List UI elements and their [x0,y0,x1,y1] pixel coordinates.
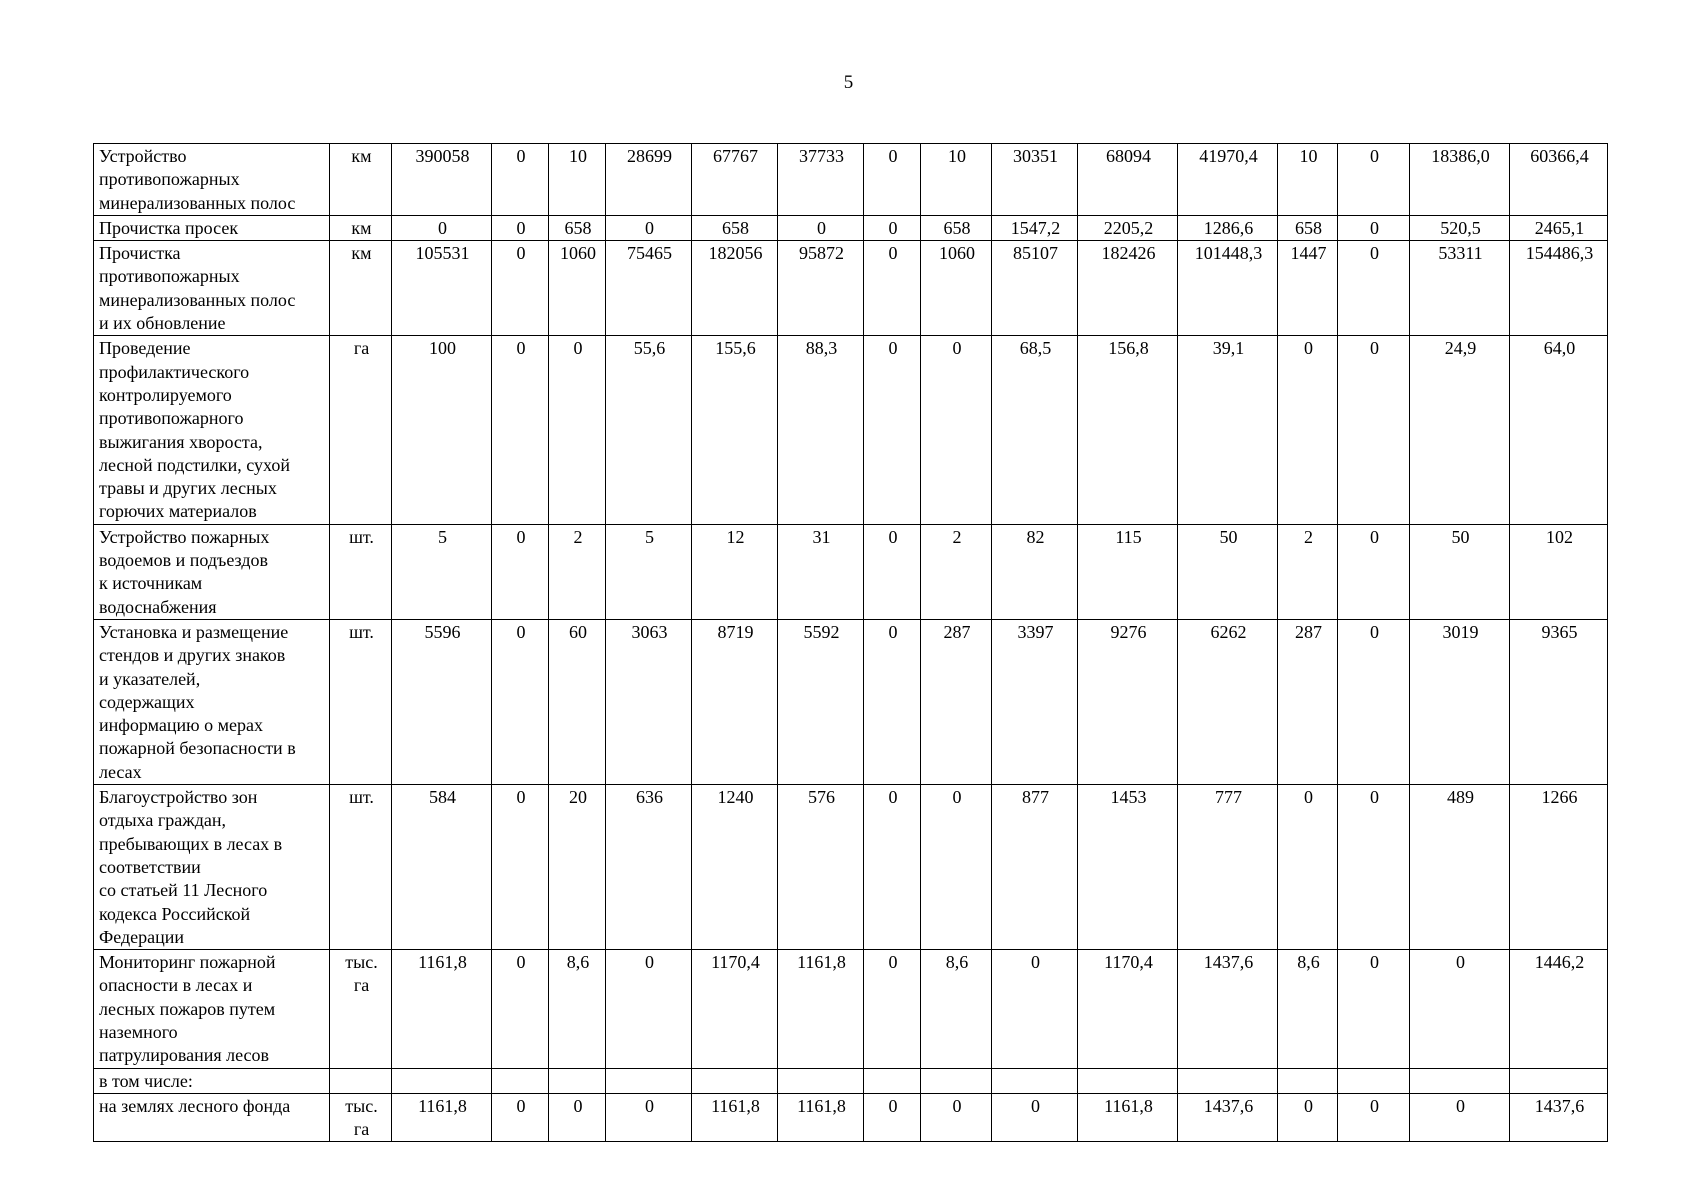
value-cell [606,1068,692,1093]
value-cell: 12 [692,524,778,619]
value-cell: 60366,4 [1510,144,1608,216]
value-cell: 0 [606,215,692,240]
value-cell: 50 [1410,524,1510,619]
value-cell: 0 [864,619,921,784]
value-cell: 0 [921,785,992,950]
value-cell: 0 [492,524,549,619]
value-cell: 0 [1338,785,1410,950]
value-cell: 24,9 [1410,336,1510,524]
value-cell [921,1068,992,1093]
table-row [94,215,1608,240]
value-cell: 0 [1278,336,1338,524]
table-row [94,524,1608,619]
row-name-cell [94,144,330,216]
value-cell: 1547,2 [992,215,1078,240]
value-cell: 0 [992,1093,1078,1142]
value-cell: 658 [1278,215,1338,240]
value-cell: 0 [1338,241,1410,336]
value-cell: 8,6 [549,950,606,1068]
value-cell: 75465 [606,241,692,336]
value-cell: 8,6 [921,950,992,1068]
value-cell: 0 [1338,950,1410,1068]
value-cell: 9365 [1510,619,1608,784]
row-name-line: Устройство [99,146,187,166]
value-cell: 1453 [1078,785,1178,950]
value-cell [692,1068,778,1093]
row-name-line: к источникам [99,573,203,594]
unit-cell: шт. [330,785,392,950]
value-cell [992,1068,1078,1093]
value-cell: 1161,8 [392,950,492,1068]
row-name-line: Благоустройство зон [99,787,258,808]
row-name-line: минерализованных полос [99,289,296,310]
value-cell: 0 [1338,619,1410,784]
value-cell: 0 [492,950,549,1068]
row-name-line: патрулирования лесов [99,1045,270,1066]
row-name-line: со статьей 11 Лесного [99,880,268,901]
row-name-line: содержащих [99,691,195,712]
value-cell: 0 [492,1093,549,1142]
value-cell: 0 [864,524,921,619]
value-cell: 0 [606,950,692,1068]
value-cell: 1161,8 [1078,1093,1178,1142]
table-row [94,950,1608,1068]
row-name-cell [94,241,330,336]
unit-cell: га [330,336,392,524]
value-cell: 68094 [1078,144,1178,216]
value-cell: 2205,2 [1078,215,1178,240]
row-name-line: водоемов и подъездов [99,550,268,571]
unit-cell: км [330,144,392,216]
value-cell: 1161,8 [778,1093,864,1142]
value-cell: 10 [921,144,992,216]
row-name-line: Проведение [99,338,191,359]
row-name-cell [94,215,330,240]
value-cell: 3019 [1410,619,1510,784]
unit-cell: шт. [330,524,392,619]
value-cell: 1161,8 [392,1093,492,1142]
row-name-line: опасности в лесах и [99,975,253,996]
value-cell: 155,6 [692,336,778,524]
row-name-line: горючих материалов [99,501,257,522]
value-cell: 0 [864,336,921,524]
value-cell: 1266 [1510,785,1608,950]
row-name-line: Установка и размещение [99,621,289,642]
row-name-line: на землях лесного фонда [99,1095,291,1116]
row-name-line: противопожарных [99,266,240,287]
row-name-line: пожарной безопасности в [99,738,296,759]
row-name-cell [94,1093,330,1142]
row-name-cell [94,950,330,1068]
unit-cell [330,1068,392,1093]
value-cell [1278,1068,1338,1093]
row-name-line: стендов и других знаков [99,645,286,666]
value-cell: 82 [992,524,1078,619]
row-name-line: лесных пожаров путем [99,998,276,1019]
value-cell: 8,6 [1278,950,1338,1068]
value-cell: 37733 [778,144,864,216]
value-cell: 101448,3 [1178,241,1278,336]
unit-cell: шт. [330,619,392,784]
value-cell: 1286,6 [1178,215,1278,240]
value-cell: 777 [1178,785,1278,950]
table-row [94,144,1608,216]
value-cell: 30351 [992,144,1078,216]
value-cell: 877 [992,785,1078,950]
value-cell: 1170,4 [1078,950,1178,1068]
value-cell: 1060 [921,241,992,336]
value-cell: 100 [392,336,492,524]
row-name-line: соответствии [99,856,201,877]
value-cell: 0 [1278,1093,1338,1142]
value-cell: 0 [864,950,921,1068]
value-cell: 1170,4 [692,950,778,1068]
table-row [94,241,1608,336]
value-cell: 1161,8 [778,950,864,1068]
row-name-line: противопожарного [99,408,244,429]
value-cell: 3063 [606,619,692,784]
row-name-line: Федерации [99,926,185,947]
value-cell: 5 [606,524,692,619]
row-name-line: лесной подстилки, сухой [99,454,290,475]
value-cell: 41970,4 [1178,144,1278,216]
row-name-cell [94,524,330,619]
row-name-line: информацию о мерах [99,715,263,736]
value-cell: 658 [549,215,606,240]
value-cell [492,1068,549,1093]
value-cell: 0 [1410,950,1510,1068]
value-cell: 182426 [1078,241,1178,336]
table-row [94,619,1608,784]
row-name-line: и указателей, [99,668,201,689]
row-name-line: выжигания хвороста, [99,431,263,452]
value-cell: 1161,8 [692,1093,778,1142]
value-cell: 2465,1 [1510,215,1608,240]
value-cell: 85107 [992,241,1078,336]
value-cell [1338,1068,1410,1093]
row-name-line: и их обновление [99,313,226,334]
value-cell: 2 [921,524,992,619]
value-cell: 0 [921,336,992,524]
table-row [94,336,1608,524]
value-cell: 18386,0 [1410,144,1510,216]
value-cell: 39,1 [1178,336,1278,524]
value-cell: 2 [1278,524,1338,619]
row-name-line: Прочистка просек [99,217,239,238]
value-cell: 105531 [392,241,492,336]
row-name-line: в том числе: [99,1070,193,1091]
page-number: 5 [843,72,854,93]
value-cell: 0 [778,215,864,240]
value-cell: 0 [492,215,549,240]
value-cell: 287 [1278,619,1338,784]
value-cell: 0 [1338,144,1410,216]
value-cell: 0 [606,1093,692,1142]
value-cell: 520,5 [1410,215,1510,240]
value-cell: 0 [992,950,1078,1068]
value-cell: 0 [1338,215,1410,240]
unit-cell: км [330,215,392,240]
value-cell: 0 [492,241,549,336]
row-name-line: Устройство пожарных [99,526,270,547]
value-cell [778,1068,864,1093]
value-cell: 1446,2 [1510,950,1608,1068]
value-cell: 0 [1410,1093,1510,1142]
value-cell: 1240 [692,785,778,950]
value-cell: 20 [549,785,606,950]
value-cell: 55,6 [606,336,692,524]
value-cell: 0 [1278,785,1338,950]
value-cell: 154486,3 [1510,241,1608,336]
row-name-line: Прочистка [99,243,181,264]
value-cell: 95872 [778,241,864,336]
value-cell: 115 [1078,524,1178,619]
value-cell: 0 [1338,1093,1410,1142]
value-cell: 5592 [778,619,864,784]
value-cell: 88,3 [778,336,864,524]
data-table [93,143,1608,1142]
value-cell: 576 [778,785,864,950]
value-cell: 1437,6 [1178,950,1278,1068]
value-cell: 9276 [1078,619,1178,784]
row-name-cell [94,619,330,784]
unit-cell: тыс. га [330,950,392,1068]
value-cell: 0 [1338,336,1410,524]
value-cell: 182056 [692,241,778,336]
value-cell: 0 [921,1093,992,1142]
value-cell: 6262 [1178,619,1278,784]
row-name-line: лесах [99,761,142,782]
row-name-line: кодекса Российской [99,903,251,924]
row-name-line: водоснабжения [99,596,217,617]
row-name-cell [94,336,330,524]
value-cell: 68,5 [992,336,1078,524]
value-cell: 50 [1178,524,1278,619]
value-cell: 31 [778,524,864,619]
unit-cell: тыс. га [330,1093,392,1142]
row-name-line: минерализованных полос [99,192,296,213]
value-cell: 64,0 [1510,336,1608,524]
value-cell: 3397 [992,619,1078,784]
value-cell: 658 [692,215,778,240]
value-cell: 1437,6 [1510,1093,1608,1142]
table-row [94,1068,1608,1093]
value-cell [1410,1068,1510,1093]
value-cell: 5596 [392,619,492,784]
value-cell: 10 [1278,144,1338,216]
value-cell: 28699 [606,144,692,216]
value-cell: 636 [606,785,692,950]
value-cell: 0 [492,336,549,524]
value-cell: 156,8 [1078,336,1178,524]
value-cell: 1447 [1278,241,1338,336]
value-cell: 1437,6 [1178,1093,1278,1142]
value-cell: 0 [492,619,549,784]
row-name-line: контролируемого [99,384,232,405]
row-name-line: Мониторинг пожарной [99,952,276,973]
value-cell: 5 [392,524,492,619]
value-cell: 0 [864,215,921,240]
value-cell: 489 [1410,785,1510,950]
value-cell: 10 [549,144,606,216]
row-name-cell [94,1068,330,1093]
value-cell: 53311 [1410,241,1510,336]
value-cell: 67767 [692,144,778,216]
table-row [94,1093,1608,1142]
value-cell: 1060 [549,241,606,336]
value-cell: 2 [549,524,606,619]
value-cell: 658 [921,215,992,240]
value-cell: 0 [864,785,921,950]
value-cell: 102 [1510,524,1608,619]
value-cell: 390058 [392,144,492,216]
row-name-line: пребывающих в лесах в [99,833,283,854]
unit-cell: км [330,241,392,336]
row-name-line: травы и других лесных [99,478,277,499]
value-cell: 0 [549,1093,606,1142]
row-name-line: профилактического [99,361,250,382]
row-name-line: противопожарных [99,169,240,190]
value-cell [864,1068,921,1093]
value-cell: 0 [1338,524,1410,619]
value-cell: 0 [864,241,921,336]
value-cell [549,1068,606,1093]
table-row [94,785,1608,950]
value-cell [392,1068,492,1093]
row-name-line: отдыха граждан, [99,810,226,831]
value-cell [1510,1068,1608,1093]
value-cell [1178,1068,1278,1093]
value-cell: 0 [549,336,606,524]
row-name-line: наземного [99,1021,178,1042]
row-name-cell [94,785,330,950]
value-cell: 0 [492,785,549,950]
value-cell: 0 [392,215,492,240]
value-cell: 0 [492,144,549,216]
value-cell: 0 [864,144,921,216]
value-cell: 8719 [692,619,778,784]
value-cell: 60 [549,619,606,784]
value-cell: 287 [921,619,992,784]
value-cell: 584 [392,785,492,950]
value-cell [1078,1068,1178,1093]
value-cell: 0 [864,1093,921,1142]
